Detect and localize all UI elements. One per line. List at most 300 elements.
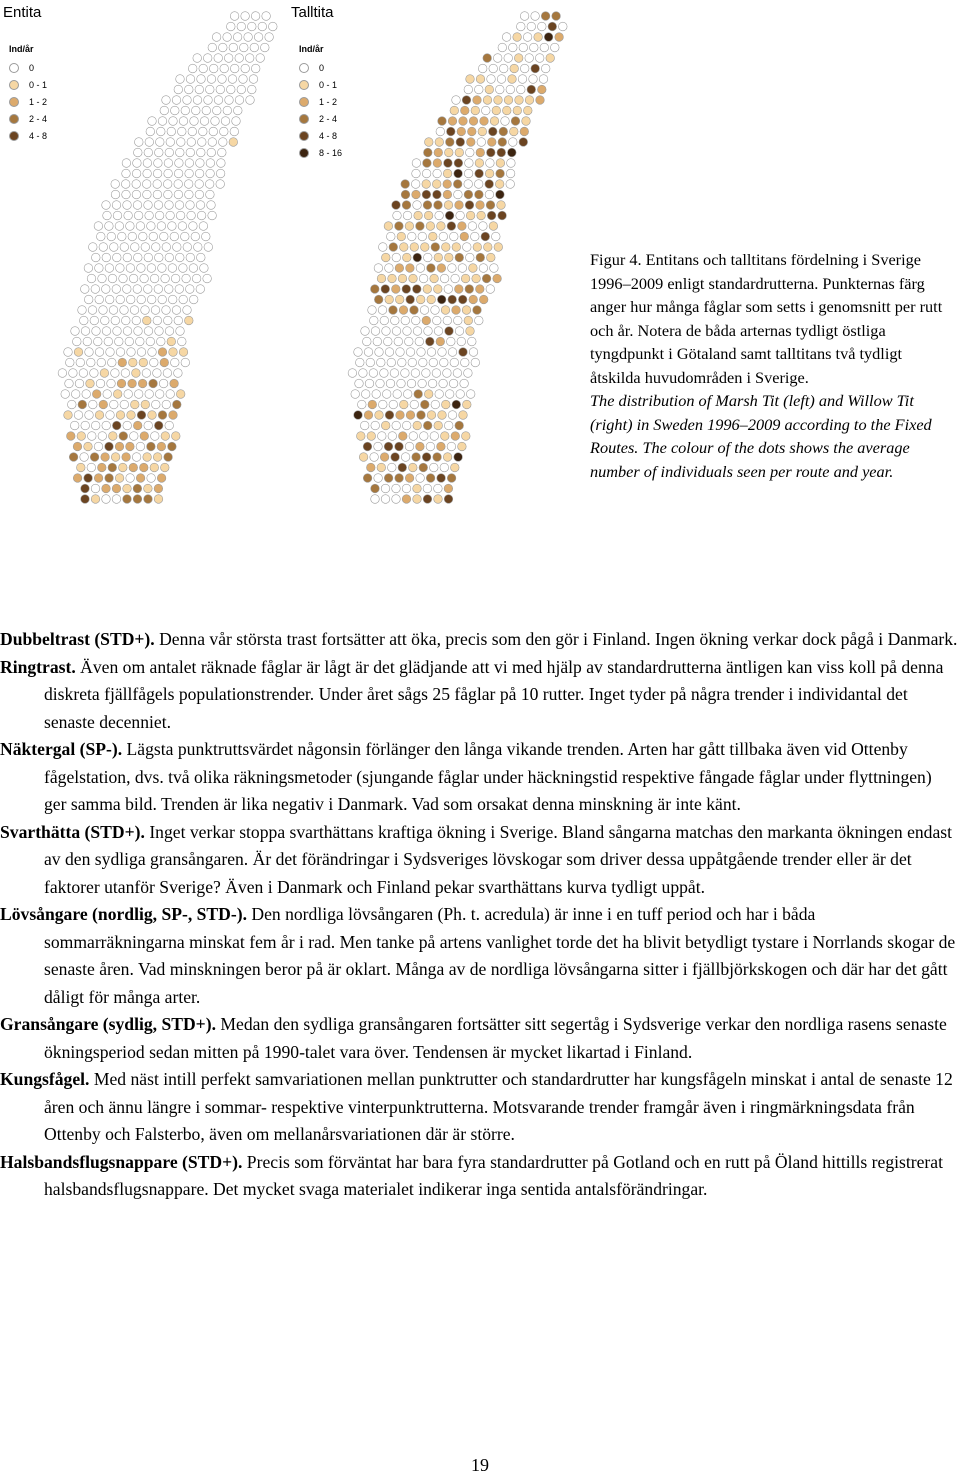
route-dot <box>133 495 142 504</box>
route-dot <box>166 211 175 220</box>
route-dot <box>461 106 470 115</box>
route-dot <box>110 400 119 409</box>
route-dot <box>134 148 143 157</box>
route-dot <box>90 369 99 378</box>
route-dot <box>437 442 446 451</box>
route-dot <box>133 285 142 294</box>
route-dot <box>409 463 418 472</box>
route-dot <box>123 484 132 493</box>
route-dot <box>133 201 142 210</box>
route-dot <box>235 54 244 63</box>
route-dot <box>124 390 133 399</box>
legend-heading: Ind/år <box>9 44 34 54</box>
route-dot <box>185 169 194 178</box>
route-dot <box>424 148 433 157</box>
route-dot <box>218 148 227 157</box>
route-dot <box>374 295 383 304</box>
route-dot <box>441 432 450 441</box>
route-dot <box>160 106 169 115</box>
route-dot <box>355 379 364 388</box>
route-dot <box>69 453 78 462</box>
route-dot <box>150 463 159 472</box>
route-dot <box>126 264 135 273</box>
route-dot <box>195 85 204 94</box>
route-dot <box>156 138 165 147</box>
route-dot <box>485 180 494 189</box>
route-dot <box>467 138 476 147</box>
legend-label: 1 - 2 <box>319 96 338 107</box>
route-dot <box>240 43 249 52</box>
route-dot <box>151 432 160 441</box>
route-dot <box>120 306 129 315</box>
route-dot <box>412 159 421 168</box>
route-dot <box>204 96 213 105</box>
route-dot <box>410 306 419 315</box>
route-dot <box>426 474 435 483</box>
route-dot <box>182 274 191 283</box>
route-dot <box>144 495 153 504</box>
route-dot <box>464 190 473 199</box>
route-dot <box>234 106 243 115</box>
route-dot <box>154 285 163 294</box>
route-dot <box>454 316 463 325</box>
route-dot <box>137 411 146 420</box>
route-dot <box>159 379 168 388</box>
route-dot <box>482 106 491 115</box>
route-dot <box>478 64 487 73</box>
route-dot <box>145 211 154 220</box>
route-dot <box>427 411 436 420</box>
route-dot <box>176 148 185 157</box>
route-dot <box>486 159 495 168</box>
route-dot <box>412 316 421 325</box>
route-dot <box>176 75 185 84</box>
route-dot <box>225 96 234 105</box>
route-dot <box>214 96 223 105</box>
route-dot <box>466 148 475 157</box>
route-dot <box>143 453 152 462</box>
route-dot <box>154 159 163 168</box>
route-dot <box>411 180 420 189</box>
route-dot <box>501 117 510 126</box>
route-dot <box>199 64 208 73</box>
route-dot <box>140 463 149 472</box>
route-dot <box>555 33 564 42</box>
route-dot <box>132 369 141 378</box>
species-text-body: Den nordliga lövsångaren (Ph. t. acredula) är inne i en tuff period och har i båda sommarräkningarna minskat fem år i rad. Men tanke på artens vanlighet torde det ha blivit betydligt tystare i Norrlands skogar de senaste åren. Vad minskningen beror på är oklart. Många av de nordliga lövsångarna sitter i fjällbjörkskogen och där har det gått dåligt för många arter. <box>44 904 956 1007</box>
route-dot <box>118 232 127 241</box>
route-dot <box>444 484 453 493</box>
route-dot <box>411 369 420 378</box>
route-dot <box>478 127 487 136</box>
route-dot <box>88 306 97 315</box>
route-dot <box>233 33 242 42</box>
route-dot <box>468 222 477 231</box>
legend-label: 0 - 1 <box>29 79 48 90</box>
route-dot <box>188 127 197 136</box>
route-dot <box>185 85 194 94</box>
route-dot <box>453 180 462 189</box>
route-dot <box>174 316 183 325</box>
route-dot <box>152 243 161 252</box>
route-dot <box>484 243 493 252</box>
route-dot <box>124 211 133 220</box>
route-dot <box>514 54 523 63</box>
route-dot <box>408 358 417 367</box>
route-dot <box>120 400 129 409</box>
route-dot <box>123 285 132 294</box>
route-dot <box>184 180 193 189</box>
route-dot <box>457 337 466 346</box>
route-dot <box>447 337 456 346</box>
route-dot <box>480 117 489 126</box>
route-dot <box>134 390 143 399</box>
route-dot <box>245 54 254 63</box>
route-dot <box>67 432 76 441</box>
route-dot <box>123 253 132 262</box>
route-dot <box>520 64 529 73</box>
route-dot <box>123 327 132 336</box>
route-dot <box>86 379 95 388</box>
route-dot <box>507 159 516 168</box>
route-dot <box>520 12 529 21</box>
route-dot <box>393 390 402 399</box>
route-dot <box>115 442 124 451</box>
route-dot <box>241 12 250 21</box>
route-dot <box>161 432 170 441</box>
route-dot <box>137 295 146 304</box>
route-dot <box>130 432 139 441</box>
route-dot <box>405 442 414 451</box>
route-dot <box>559 22 568 31</box>
route-dot <box>386 379 395 388</box>
route-dot <box>211 117 220 126</box>
route-dot <box>489 127 498 136</box>
route-dot <box>492 232 501 241</box>
route-dot <box>476 253 485 262</box>
route-dot <box>475 190 484 199</box>
route-dot <box>145 138 154 147</box>
route-dot <box>146 337 155 346</box>
route-dot <box>374 264 383 273</box>
route-dot <box>382 327 391 336</box>
species-text-body: Inget verkar stoppa svarthättans kraftiga ökning i Sverige. Bland sångarna matchas den markanta ökningen endast av den sydliga gransångaren. Är det förändringar i Sydsveriges lövskogar som driver dessa uppåtgående trender eller är det faktorer utanför Sverige? Även i Danmark och Finland pekar svarthättans kurva tydligt uppåt. <box>44 821 953 897</box>
route-dot <box>498 211 507 220</box>
route-dot <box>368 306 377 315</box>
route-dot <box>261 43 270 52</box>
route-dot <box>407 379 416 388</box>
route-dot <box>144 201 153 210</box>
legend-label: 2 - 4 <box>29 113 48 124</box>
route-dot <box>171 106 180 115</box>
species-text-body: Denna vår största trast fortsätter att öka, precis som den gör i Finland. Ingen ökning verkar dock pågå i Danmark. <box>154 629 958 649</box>
dot-map <box>290 0 580 540</box>
route-dot <box>94 337 103 346</box>
route-dot <box>196 201 205 210</box>
route-dot <box>132 180 141 189</box>
route-dot <box>406 264 415 273</box>
route-dot <box>176 390 185 399</box>
route-dot <box>454 453 463 462</box>
map-willow-tit <box>290 0 580 540</box>
route-dot <box>444 421 453 430</box>
route-dot <box>443 453 452 462</box>
route-dot <box>153 169 162 178</box>
route-dot <box>248 22 257 31</box>
route-dot <box>474 180 483 189</box>
route-dot <box>394 337 403 346</box>
route-dot <box>157 474 166 483</box>
route-dot <box>76 358 85 367</box>
route-dot <box>403 327 412 336</box>
route-dot <box>172 432 181 441</box>
species-heading: Halsbandsflugsnappare (STD+). <box>0 1151 243 1172</box>
legend-label: 2 - 4 <box>319 113 338 124</box>
route-dot <box>64 348 73 357</box>
route-dot <box>363 442 372 451</box>
route-dot <box>454 190 463 199</box>
species-text-body: Medan den sydliga gransångaren fortsätter sitt segertåg i Sydsverige verkar den nordliga rasens senaste ökningsperiod sedan mitten på 1990-talet vara över. Tendensen är mycket likartad i Finland. <box>44 1014 947 1062</box>
route-dot <box>171 274 180 283</box>
route-dot <box>107 232 116 241</box>
route-dot <box>361 390 370 399</box>
route-dot <box>199 222 208 231</box>
route-dot <box>431 243 440 252</box>
route-dot <box>499 64 508 73</box>
route-dot <box>179 295 188 304</box>
route-dot <box>73 442 82 451</box>
route-dot <box>241 64 250 73</box>
route-dot <box>194 243 203 252</box>
map-title: Talltita <box>291 4 334 21</box>
route-dot <box>445 253 454 262</box>
route-dot <box>206 159 215 168</box>
route-dot <box>475 85 484 94</box>
route-dot <box>206 169 215 178</box>
route-dot <box>167 127 176 136</box>
route-dot <box>251 12 260 21</box>
route-dot <box>426 442 435 451</box>
route-dot <box>150 358 159 367</box>
route-dot <box>130 306 139 315</box>
route-dot <box>390 369 399 378</box>
route-dot <box>506 169 515 178</box>
route-dot <box>174 85 183 94</box>
route-dot <box>198 138 207 147</box>
route-dot <box>426 222 435 231</box>
route-dot <box>538 22 547 31</box>
route-dot <box>396 348 405 357</box>
route-dot <box>223 33 232 42</box>
route-dot <box>123 421 132 430</box>
route-dot <box>207 148 216 157</box>
route-dot <box>381 484 390 493</box>
route-dot <box>531 12 540 21</box>
route-dot <box>92 327 101 336</box>
route-dot <box>203 274 212 283</box>
route-dot <box>389 306 398 315</box>
route-dot <box>109 432 118 441</box>
route-dot <box>251 64 260 73</box>
route-dot <box>144 484 153 493</box>
route-dot <box>73 337 82 346</box>
route-dot <box>497 75 506 84</box>
route-dot <box>154 484 163 493</box>
route-dot <box>541 64 550 73</box>
route-dot <box>105 442 114 451</box>
route-dot <box>81 484 90 493</box>
route-dot <box>381 285 390 294</box>
route-dot <box>442 400 451 409</box>
route-dot <box>132 316 141 325</box>
route-dot <box>481 232 490 241</box>
route-dot <box>87 463 96 472</box>
route-dot <box>416 264 425 273</box>
route-dot <box>372 390 381 399</box>
route-dot <box>146 127 155 136</box>
route-dot <box>517 22 526 31</box>
route-dot <box>354 411 363 420</box>
route-dot <box>128 379 137 388</box>
route-dot <box>464 369 473 378</box>
route-dot <box>144 327 153 336</box>
route-dot <box>165 253 174 262</box>
route-dot <box>141 400 150 409</box>
route-dot <box>459 348 468 357</box>
route-dot <box>181 232 190 241</box>
route-dot <box>487 211 496 220</box>
route-dot <box>112 421 121 430</box>
route-dot <box>509 138 518 147</box>
route-dot <box>157 337 166 346</box>
route-dot <box>113 327 122 336</box>
route-dot <box>498 43 507 52</box>
route-dot <box>477 211 486 220</box>
route-dot <box>181 106 190 115</box>
route-dot <box>424 211 433 220</box>
route-dot <box>423 495 432 504</box>
route-dot <box>476 75 485 84</box>
route-dot <box>373 337 382 346</box>
route-dot <box>398 358 407 367</box>
route-dot <box>371 495 380 504</box>
route-dot <box>229 138 238 147</box>
route-dot <box>171 358 180 367</box>
route-dot <box>461 274 470 283</box>
route-dot <box>374 474 383 483</box>
route-dot <box>191 232 200 241</box>
species-paragraph <box>0 654 958 737</box>
route-dot <box>102 285 111 294</box>
route-dot <box>134 327 143 336</box>
route-dot <box>434 484 443 493</box>
route-dot <box>448 264 457 273</box>
route-dot <box>121 369 130 378</box>
legend-label: 1 - 2 <box>29 96 48 107</box>
route-dot <box>472 274 481 283</box>
route-dot <box>468 337 477 346</box>
route-dot <box>197 148 206 157</box>
route-dot <box>398 463 407 472</box>
route-dot <box>115 337 124 346</box>
route-dot <box>229 43 238 52</box>
route-dot <box>469 348 478 357</box>
route-dot <box>450 232 459 241</box>
route-dot <box>423 201 432 210</box>
route-dot <box>551 43 560 52</box>
route-dot <box>402 285 411 294</box>
route-dot <box>116 264 125 273</box>
route-dot <box>508 75 517 84</box>
route-dot <box>207 75 216 84</box>
route-dot <box>430 274 439 283</box>
route-dot <box>363 337 372 346</box>
figure-maps <box>0 0 580 540</box>
route-dot <box>463 243 472 252</box>
route-dot <box>80 453 89 462</box>
route-dot <box>148 117 157 126</box>
route-dot <box>173 243 182 252</box>
route-dot <box>419 358 428 367</box>
route-dot <box>479 222 488 231</box>
route-dot <box>80 316 89 325</box>
species-heading: Näktergal (SP-). <box>0 739 123 759</box>
route-dot <box>434 253 443 262</box>
route-dot <box>250 43 259 52</box>
route-dot <box>176 253 185 262</box>
route-dot <box>510 127 519 136</box>
route-dot <box>468 127 477 136</box>
route-dot <box>382 253 391 262</box>
route-dot <box>91 484 100 493</box>
route-dot <box>155 211 164 220</box>
route-dot <box>87 274 96 283</box>
route-dot <box>445 148 454 157</box>
route-dot <box>494 243 503 252</box>
route-dot <box>402 495 411 504</box>
route-dot <box>116 295 125 304</box>
route-dot <box>506 85 515 94</box>
route-dot <box>392 327 401 336</box>
route-dot <box>401 180 410 189</box>
route-dot <box>83 337 92 346</box>
route-dot <box>123 495 132 504</box>
route-dot <box>432 180 441 189</box>
route-dot <box>460 232 469 241</box>
route-dot <box>179 348 188 357</box>
route-dot <box>444 495 453 504</box>
route-dot <box>485 169 494 178</box>
route-dot <box>220 127 229 136</box>
route-dot <box>165 148 174 157</box>
route-dot <box>410 400 419 409</box>
route-dot <box>116 411 125 420</box>
route-dot <box>129 463 138 472</box>
route-dot <box>153 369 162 378</box>
route-dot <box>388 432 397 441</box>
route-dot <box>209 127 218 136</box>
route-dot <box>98 274 107 283</box>
caption-english: The distribution of Marsh Tit (left) and Willow Tit (right) in Sweden 1996–2009 according to the Fixed Routes. The colour of the dots shows the average number of individuals seen per route and year. <box>590 391 932 481</box>
route-dot <box>136 337 145 346</box>
route-dot <box>437 222 446 231</box>
route-dot <box>98 463 107 472</box>
route-dot <box>430 463 439 472</box>
route-dot <box>112 201 121 210</box>
route-dot <box>450 358 459 367</box>
route-dot <box>144 421 153 430</box>
species-paragraph <box>0 1011 958 1066</box>
